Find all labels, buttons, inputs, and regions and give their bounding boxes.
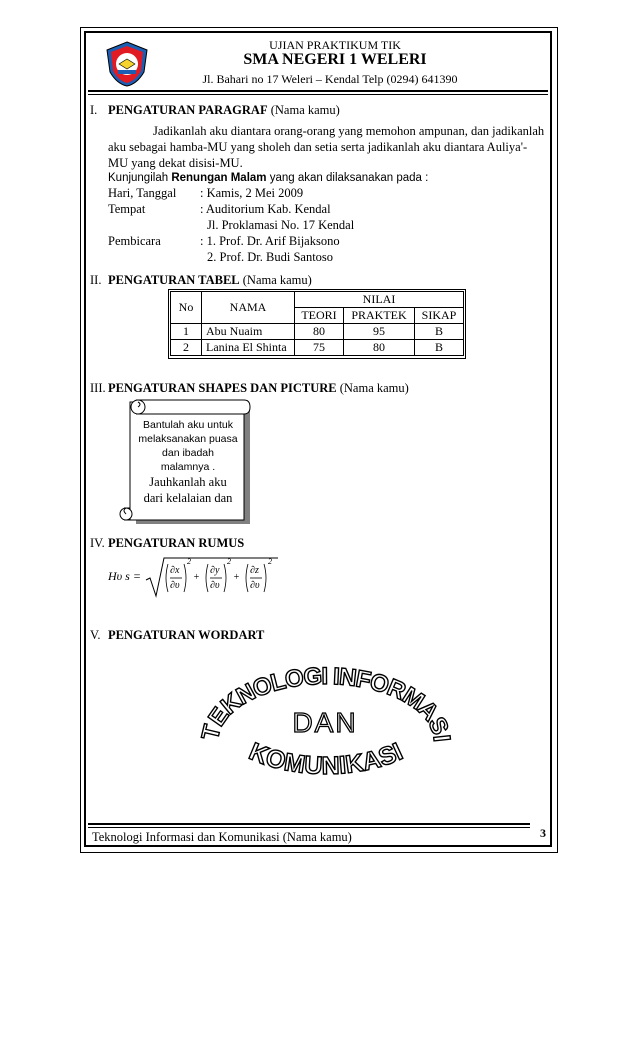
pembicara-label: Pembicara — [108, 234, 161, 248]
section-2-number: II. — [90, 273, 102, 287]
nilai-table — [170, 291, 464, 356]
header-address: Jl. Bahari no 17 Weleri – Kendal Telp (0294) 641390 — [202, 72, 458, 86]
scroll-text — [136, 418, 240, 510]
section-5-number: V. — [90, 628, 101, 642]
formula-dy: ∂y — [210, 565, 220, 576]
section-3-suffix: (Nama kamu) — [339, 381, 409, 395]
paragraph-line-2: aku sebagai hamba-MU yang sholeh dan setia serta jadikanlah aku diantara Auliya'- — [108, 140, 528, 154]
header-rule-thin — [88, 94, 548, 95]
header-rule-thick — [88, 90, 548, 92]
section-3-title-bold: PENGATURAN SHAPES DAN PICTURE — [108, 381, 337, 395]
tempat-value-1: : Auditorium Kab. Kendal — [200, 202, 331, 216]
invitation-pre: Kunjungilah — [108, 172, 172, 184]
formula-du-2: ∂υ — [210, 580, 220, 591]
cell-nama: Lanina El Shinta — [202, 340, 295, 356]
table-row — [171, 324, 464, 340]
cell-no: 1 — [171, 324, 202, 340]
section-4-title — [108, 536, 244, 551]
th-no: No — [171, 292, 202, 324]
formula-radical — [144, 554, 280, 600]
section-4-number: IV. — [90, 536, 105, 550]
formula-plus-2: + — [233, 572, 240, 583]
invitation-event: Renungan Malam — [171, 172, 267, 184]
cell-praktek: 80 — [344, 340, 415, 356]
formula-dz: ∂z — [250, 565, 259, 576]
invitation-line — [108, 172, 428, 184]
section-5-title — [108, 628, 264, 643]
cell-sikap: B — [415, 324, 464, 340]
footer-text: Teknologi Informasi dan Komunikasi (Nama kamu) — [92, 830, 352, 844]
formula-lhs: Hυ s = — [108, 569, 141, 583]
th-praktek: PRAKTEK — [344, 308, 415, 324]
pembicara-value-2: 2. Prof. Dr. Budi Santoso — [207, 250, 334, 264]
hari-value: : Kamis, 2 Mei 2009 — [200, 186, 304, 200]
section-3-number: III. — [90, 381, 106, 395]
footer-rule-thick — [88, 823, 530, 825]
cell-nama: Abu Nuaim — [202, 324, 295, 340]
pembicara-value-1: : 1. Prof. Dr. Arif Bijaksono — [200, 234, 340, 248]
footer-rule-thin — [88, 827, 530, 828]
th-sikap: SIKAP — [415, 308, 464, 324]
section-1-number: I. — [90, 103, 98, 117]
section-2-title-bold: PENGATURAN TABEL — [108, 273, 240, 287]
table-row — [171, 340, 464, 356]
paragraph-line-1: Jadikanlah aku diantara orang-orang yang memohon ampunan, dan jadikanlah — [153, 124, 545, 138]
section-1-title-bold: PENGATURAN PARAGRAF — [108, 103, 268, 117]
formula-exp-1: 2 — [187, 557, 191, 566]
formula-exp-3: 2 — [268, 557, 272, 566]
scroll-line-5: Jauhkanlah aku — [149, 475, 227, 489]
cell-teori: 80 — [295, 324, 344, 340]
invitation-post: yang akan dilaksanakan pada : — [266, 172, 429, 184]
cell-no: 2 — [171, 340, 202, 356]
th-teori: TEORI — [295, 308, 344, 324]
header-school-name: SMA NEGERI 1 WELERI — [243, 51, 427, 68]
wordart-line-1: TEKNOLOGI INFORMASI — [196, 662, 456, 743]
section-2-title — [108, 273, 312, 288]
th-nama: NAMA — [202, 292, 295, 324]
scroll-line-2: melaksanakan puasa — [138, 433, 238, 445]
cell-praktek: 95 — [344, 324, 415, 340]
scroll-line-1: Bantulah aku untuk — [143, 419, 233, 431]
section-4-title-bold: PENGATURAN RUMUS — [108, 536, 245, 550]
page-number: 3 — [540, 826, 546, 840]
wordart — [190, 650, 460, 800]
section-1-suffix: (Nama kamu) — [270, 103, 340, 117]
scroll-line-3: dan ibadah — [162, 447, 214, 459]
formula-plus-1: + — [193, 572, 200, 583]
paragraph-line-3: MU yang dekat disisi-MU. — [108, 156, 243, 170]
scroll-line-4: malamnya . — [160, 461, 216, 473]
th-nilai: NILAI — [295, 292, 464, 308]
header-exam-title: UJIAN PRAKTIKUM TIK — [269, 38, 401, 52]
section-5-title-bold: PENGATURAN WORDART — [108, 628, 265, 642]
wordart-line-3: KOMUNIKASI — [245, 737, 407, 781]
cell-teori: 75 — [295, 340, 344, 356]
formula-dx: ∂x — [170, 565, 180, 576]
section-2-suffix: (Nama kamu) — [242, 273, 312, 287]
formula-du-3: ∂υ — [250, 580, 260, 591]
scroll-line-6: dari kelalaian dan — [143, 491, 233, 505]
formula-du-1: ∂υ — [170, 580, 180, 591]
hari-label: Hari, Tanggal — [108, 186, 177, 200]
formula-exp-2: 2 — [227, 557, 231, 566]
tempat-label: Tempat — [108, 202, 146, 216]
tempat-value-2: Jl. Proklamasi No. 17 Kendal — [207, 218, 355, 232]
section-3-title — [108, 381, 409, 396]
wordart-line-2: DAN — [292, 707, 358, 738]
school-logo-icon — [104, 40, 150, 88]
section-1-title — [108, 103, 340, 118]
cell-sikap: B — [415, 340, 464, 356]
